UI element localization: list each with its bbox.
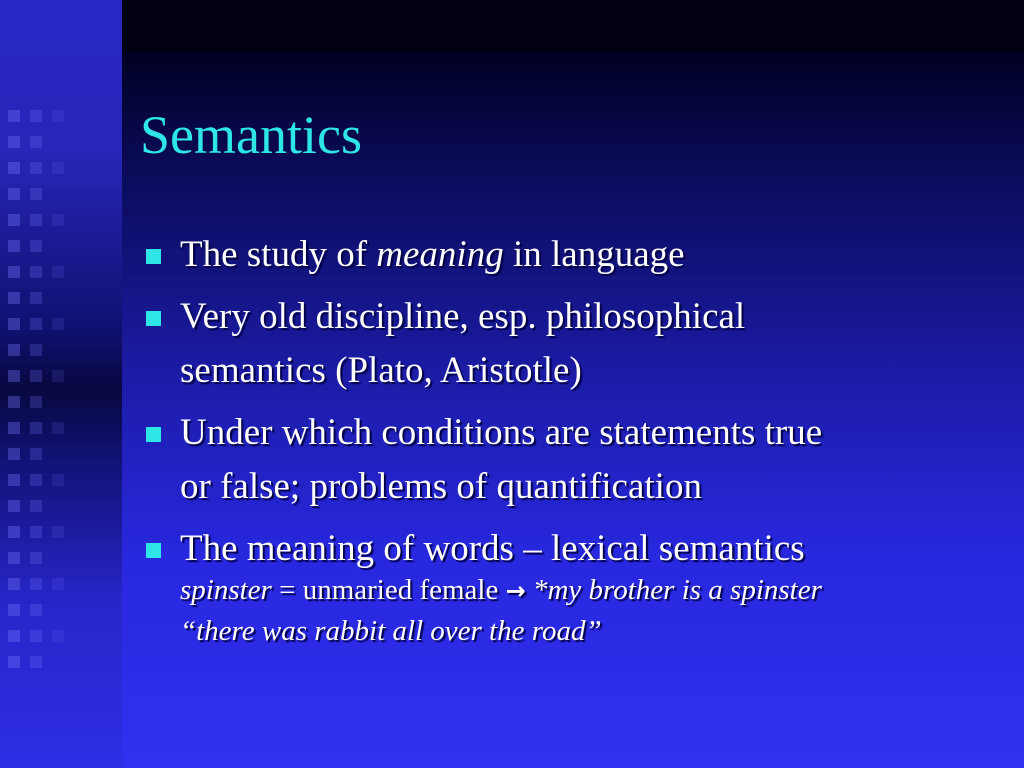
decorative-square [30, 526, 42, 538]
decorative-square [52, 214, 64, 226]
decorative-square [8, 630, 20, 642]
decorative-square [30, 500, 42, 512]
slide-title: Semantics [140, 105, 362, 165]
decorative-square [30, 474, 42, 486]
bullet-text-emphasis: meaning [376, 234, 504, 275]
decorative-square [30, 214, 42, 226]
bullet-line: semantics (Plato, Aristotle) [180, 350, 582, 391]
bullet-item-word-meaning [140, 522, 1010, 651]
decorative-square [30, 292, 42, 304]
decorative-square [8, 656, 20, 668]
right-arrow-icon: → [505, 577, 526, 605]
square-bullet-icon [146, 543, 161, 558]
square-bullet-icon [146, 311, 161, 326]
decorative-square [30, 370, 42, 382]
decorative-square [30, 604, 42, 616]
decorative-square [8, 188, 20, 200]
decorative-square [30, 136, 42, 148]
decorative-square [52, 578, 64, 590]
decorative-square [8, 162, 20, 174]
bullet-list [140, 228, 1010, 659]
decorative-square [30, 448, 42, 460]
decorative-square [30, 656, 42, 668]
bullet-item-study [140, 228, 1010, 282]
decorative-square [8, 344, 20, 356]
decorative-square [30, 266, 42, 278]
decorative-square [30, 318, 42, 330]
decorative-square [8, 266, 20, 278]
example-definition: = unmaried female [271, 574, 506, 606]
decorative-square [52, 630, 64, 642]
decorative-square [8, 552, 20, 564]
example-term: spinster [180, 574, 272, 606]
bullet-text [180, 234, 685, 275]
bullet-item-conditions [140, 406, 1010, 514]
decorative-square [8, 318, 20, 330]
decorative-square-grid [0, 110, 122, 710]
decorative-square [8, 136, 20, 148]
decorative-square [8, 604, 20, 616]
decorative-square [30, 552, 42, 564]
square-bullet-icon [146, 249, 161, 264]
decorative-square [30, 578, 42, 590]
square-bullet-icon [146, 427, 161, 442]
decorative-square [8, 526, 20, 538]
decorative-square [8, 110, 20, 122]
example-quote: “there was rabbit all over the road” [180, 615, 602, 647]
decorative-square [52, 162, 64, 174]
decorative-square [8, 370, 20, 382]
decorative-square [30, 422, 42, 434]
decorative-square [30, 396, 42, 408]
decorative-square [8, 422, 20, 434]
top-dark-strip [122, 0, 1024, 52]
decorative-square [30, 188, 42, 200]
decorative-square [52, 526, 64, 538]
decorative-square [8, 240, 20, 252]
decorative-square [52, 110, 64, 122]
decorative-square [52, 318, 64, 330]
decorative-square [52, 370, 64, 382]
decorative-square [30, 162, 42, 174]
decorative-square [52, 474, 64, 486]
bullet-line: or false; problems of quantification [180, 466, 702, 507]
decorative-square [8, 292, 20, 304]
decorative-square [52, 422, 64, 434]
decorative-square [30, 110, 42, 122]
decorative-square [8, 474, 20, 486]
bullet-text-suffix: in language [503, 234, 685, 275]
bullet-line: Very old discipline, esp. philosophical [180, 296, 746, 337]
decorative-square [30, 344, 42, 356]
decorative-square [52, 266, 64, 278]
bullet-line: Under which conditions are statements true [180, 412, 823, 453]
decorative-square [30, 240, 42, 252]
decorative-square [8, 500, 20, 512]
bullet-item-old-discipline [140, 290, 1010, 398]
decorative-square [8, 214, 20, 226]
example-sentence: *my brother is a spinster [525, 574, 822, 606]
decorative-square [30, 630, 42, 642]
bullet-text-prefix: The study of [180, 234, 377, 275]
decorative-square [8, 578, 20, 590]
bullet-line: The meaning of words – lexical semantics [180, 528, 805, 569]
example-block [180, 570, 1010, 651]
decorative-square [8, 396, 20, 408]
decorative-square [8, 448, 20, 460]
